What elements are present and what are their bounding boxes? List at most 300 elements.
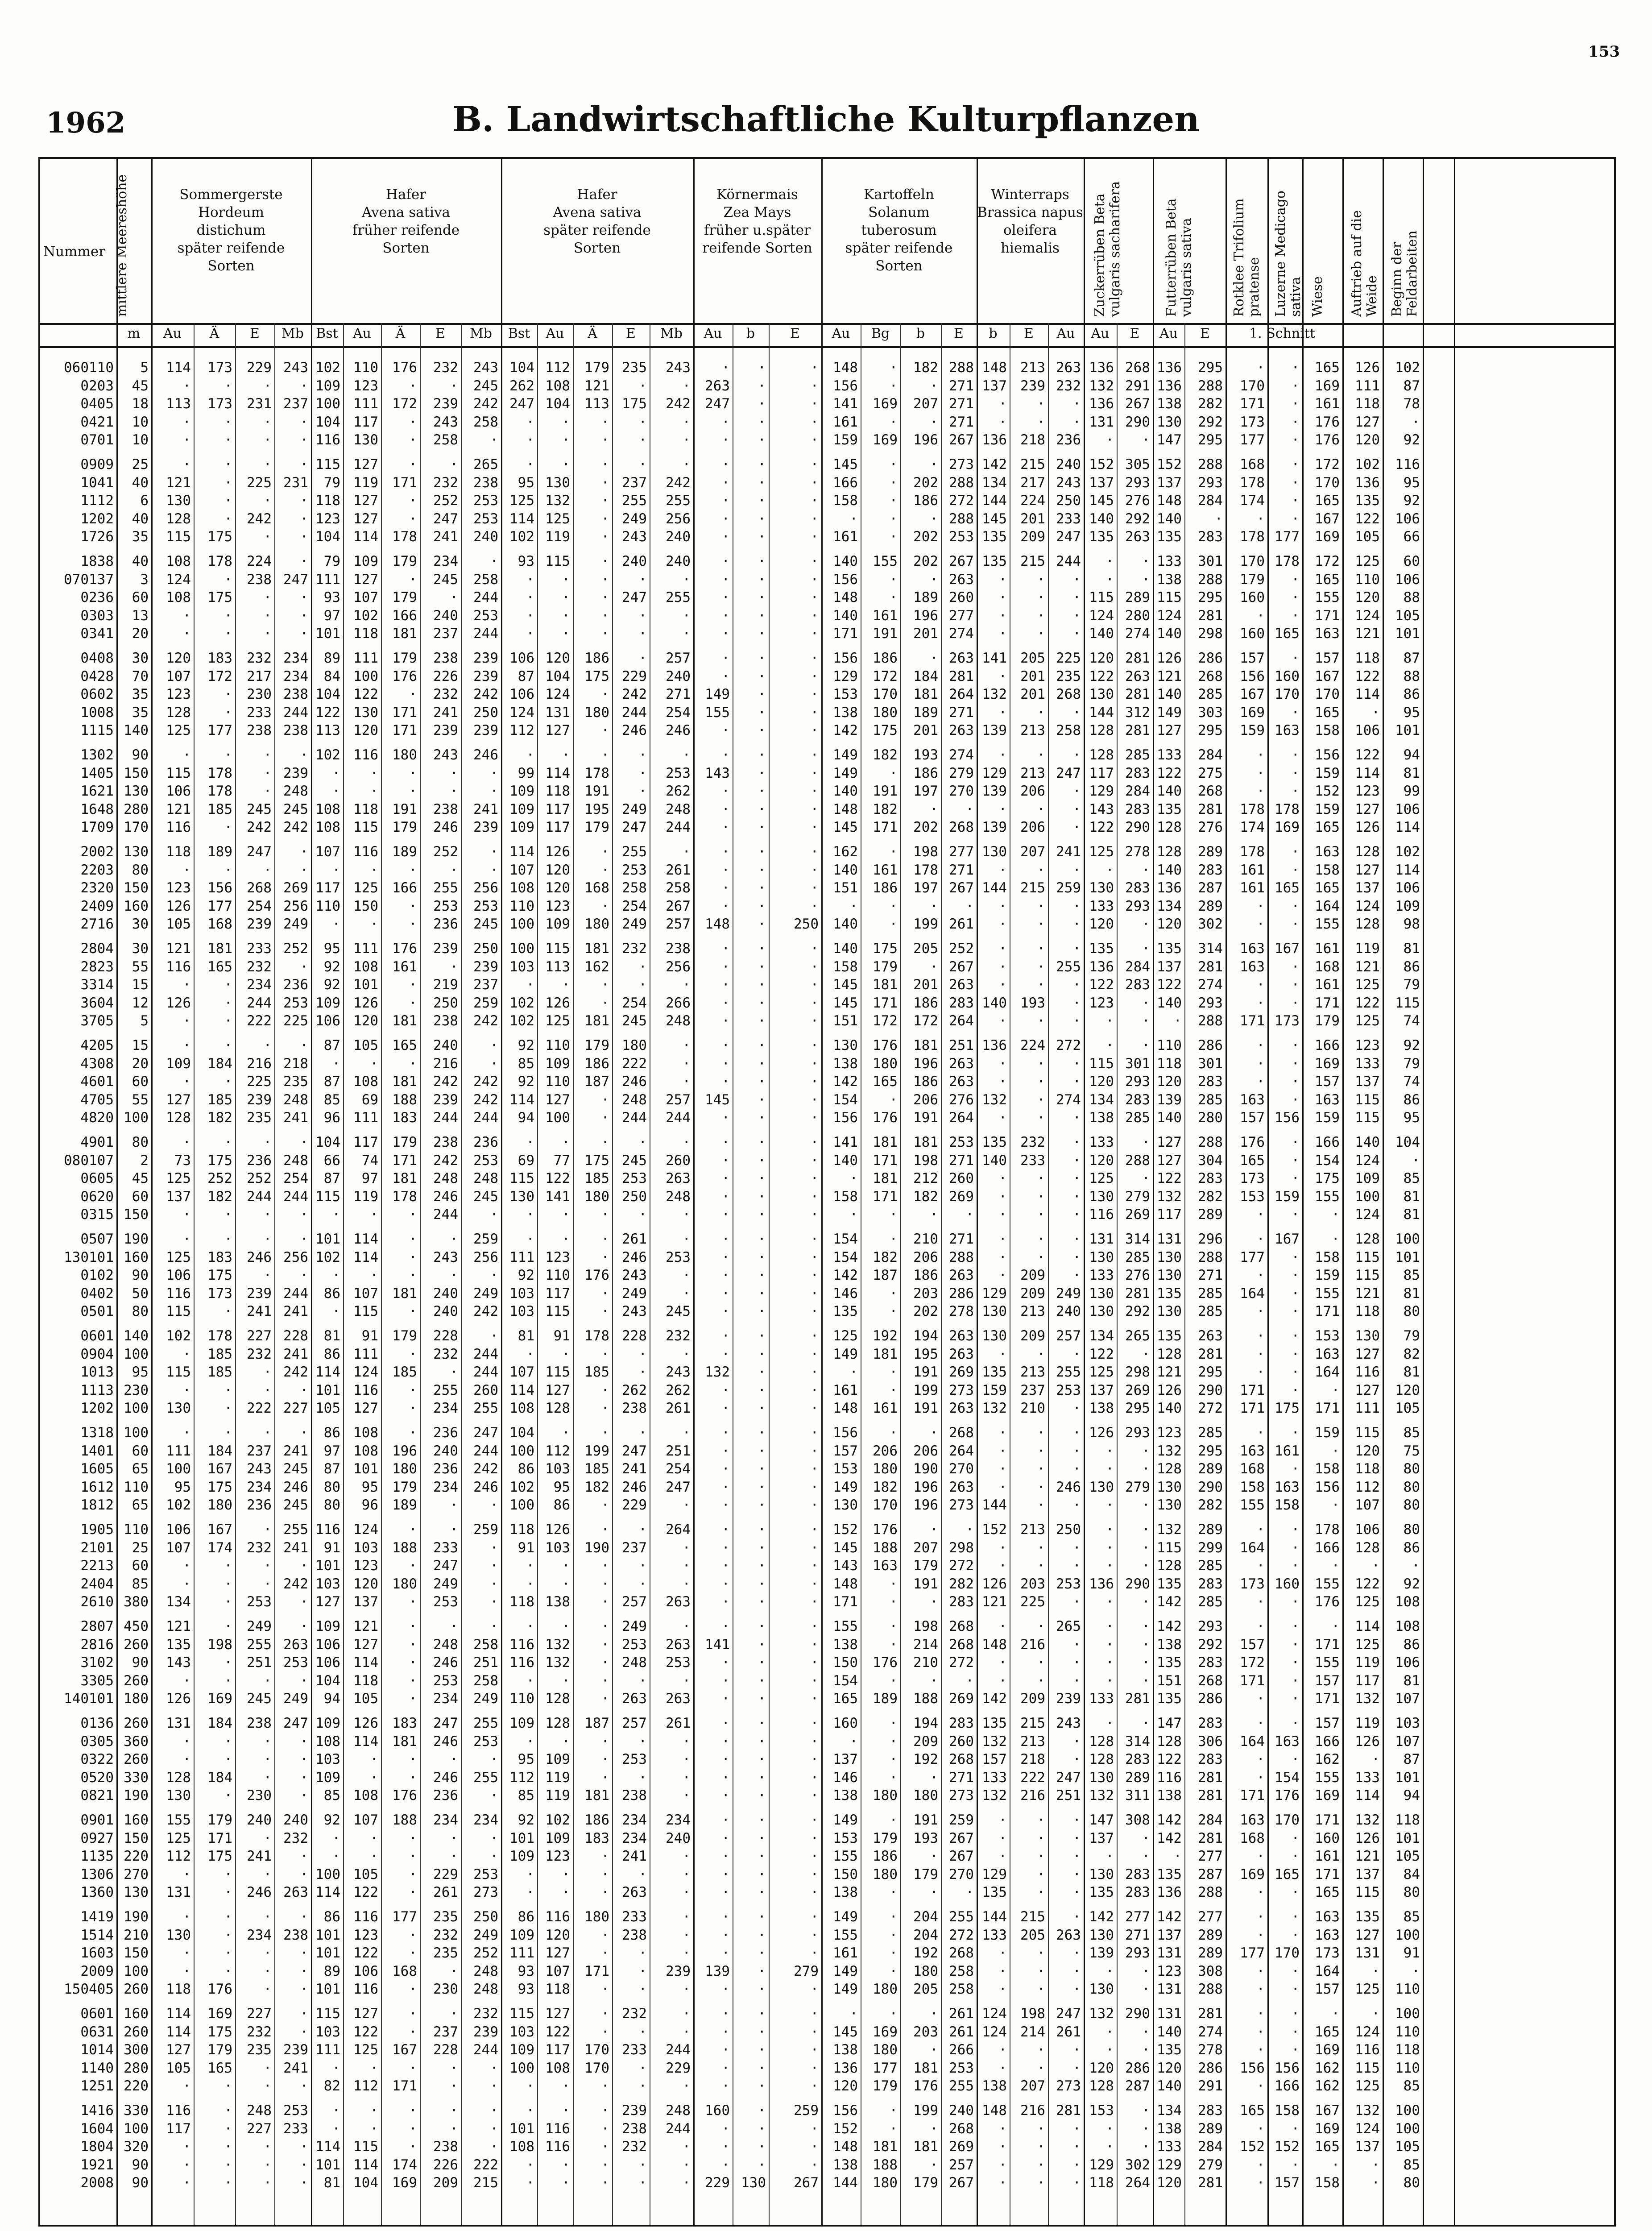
table-cell: 239: [433, 396, 458, 412]
table-cell: ·: [930, 958, 938, 975]
table-cell: 238: [622, 2120, 647, 2137]
row-number: 0315: [80, 1207, 114, 1223]
table-cell: ·: [224, 819, 232, 836]
table-cell: 161: [833, 529, 858, 545]
table-cell: 255: [433, 880, 458, 896]
table-cell: ·: [758, 2156, 766, 2173]
table-cell: 120: [1089, 2060, 1114, 2076]
table-cell: ·: [721, 880, 730, 896]
table-cell: 230: [247, 686, 272, 703]
table-cell: ·: [601, 1691, 609, 1707]
table-cell: ·: [490, 1037, 498, 1053]
table-cell: ·: [638, 571, 647, 588]
table-cell: 148: [982, 360, 1007, 376]
table-cell: ·: [409, 1400, 417, 1417]
table-cell: 131: [166, 1884, 191, 1901]
table-cell: ·: [889, 1364, 898, 1381]
table-cell: 149: [705, 686, 730, 703]
table-cell: 195: [913, 1346, 938, 1362]
table-cell: ·: [638, 626, 647, 642]
table-cell: ·: [889, 844, 898, 860]
table-cell: 121: [1355, 1848, 1380, 1865]
table-cell: ·: [721, 1576, 730, 1592]
table-cell: 122: [1355, 747, 1380, 763]
table-cell: ·: [1037, 916, 1045, 933]
column-rule: [1302, 159, 1304, 2225]
table-cell: 156: [833, 377, 858, 394]
table-cell: ·: [682, 1618, 691, 1634]
table-cell: ·: [1291, 1425, 1300, 1441]
table-cell: 148: [833, 1576, 858, 1592]
row-number: 2002: [80, 844, 114, 860]
table-cell: ·: [682, 1945, 691, 1961]
table-cell: ·: [1256, 2042, 1265, 2058]
table-cell: 226: [433, 2156, 458, 2173]
table-cell: 122: [1157, 765, 1182, 781]
table-cell: 292: [1125, 510, 1150, 527]
table-cell: 184: [207, 1055, 232, 1072]
table-cell: ·: [998, 747, 1007, 763]
table-cell: ·: [1105, 1618, 1114, 1634]
table-cell: ·: [721, 1751, 730, 1768]
table-cell: ·: [758, 1382, 766, 1398]
table-cell: 181: [913, 2060, 938, 2076]
table-cell: ·: [526, 1733, 534, 1750]
table-cell: 240: [433, 607, 458, 624]
table-cell: 260: [124, 1751, 149, 1768]
table-cell: ·: [526, 1558, 534, 1574]
table-cell: ·: [263, 1134, 272, 1150]
table-cell: 184: [207, 1769, 232, 1786]
table-cell: ·: [721, 862, 730, 878]
row-number: 1419: [80, 1909, 114, 1925]
table-cell: 100: [545, 1110, 570, 1126]
table-cell: 245: [247, 801, 272, 817]
table-cell: ·: [601, 995, 609, 1011]
table-cell: 165: [1315, 880, 1340, 896]
table-cell: ·: [1037, 1207, 1045, 1223]
table-cell: 182: [873, 1479, 898, 1495]
table-cell: 268: [247, 880, 272, 896]
table-cell: 246: [622, 1249, 647, 1265]
table-cell: ·: [182, 1346, 191, 1362]
table-cell: ·: [490, 2060, 498, 2076]
table-cell: ·: [758, 1751, 766, 1768]
table-cell: 258: [949, 1963, 974, 1979]
table-cell: ·: [965, 1522, 974, 1538]
table-cell: 239: [473, 668, 498, 684]
column-rule: [116, 159, 118, 2225]
table-cell: 283: [1125, 1751, 1150, 1768]
row-number: 4901: [80, 1134, 114, 1150]
table-cell: 124: [545, 686, 570, 703]
table-cell: 122: [353, 686, 378, 703]
table-cell: 222: [622, 1055, 647, 1072]
table-cell: ·: [810, 1636, 819, 1653]
table-cell: 179: [392, 1134, 417, 1150]
table-cell: 111: [1355, 1400, 1380, 1417]
table-cell: ·: [758, 1636, 766, 1653]
table-cell: ·: [682, 2078, 691, 2094]
table-cell: ·: [1291, 1285, 1300, 1302]
table-cell: ·: [758, 493, 766, 509]
table-cell: 145: [833, 1539, 858, 1556]
table-cell: 171: [1315, 1636, 1340, 1653]
table-cell: ·: [300, 1382, 308, 1398]
table-cell: 85: [1403, 1267, 1420, 1284]
table-cell: 116: [1089, 1207, 1114, 1223]
table-cell: ·: [409, 1884, 417, 1901]
table-cell: 104: [509, 360, 534, 376]
table-cell: 157: [1240, 1110, 1265, 1126]
table-cell: 256: [283, 898, 308, 914]
table-cell: ·: [370, 1848, 378, 1865]
table-cell: 170: [1315, 474, 1340, 491]
subheader-label: E: [626, 326, 636, 341]
table-cell: 215: [1020, 880, 1045, 896]
table-cell: ·: [263, 1981, 272, 1998]
table-cell: 179: [584, 360, 609, 376]
table-cell: 181: [392, 1170, 417, 1187]
table-cell: ·: [810, 1091, 819, 1108]
table-cell: 286: [1198, 1691, 1223, 1707]
table-cell: 255: [1056, 958, 1081, 975]
table-cell: 111: [1355, 377, 1380, 394]
table-cell: ·: [810, 1249, 819, 1265]
table-cell: 130: [166, 1927, 191, 1943]
table-cell: 237: [283, 396, 308, 412]
table-cell: ·: [601, 1618, 609, 1634]
table-cell: ·: [721, 1074, 730, 1090]
table-cell: 114: [509, 844, 534, 860]
table-cell: 314: [1125, 1231, 1150, 1247]
table-cell: 172: [1315, 553, 1340, 569]
table-cell: 273: [473, 1884, 498, 1901]
table-cell: 240: [1056, 1303, 1081, 1320]
table-cell: ·: [810, 1134, 819, 1150]
table-cell: 255: [622, 844, 647, 860]
table-cell: ·: [224, 1594, 232, 1610]
table-cell: 205: [1020, 1927, 1045, 1943]
table-cell: 267: [666, 898, 691, 914]
table-cell: 171: [833, 626, 858, 642]
table-cell: ·: [810, 765, 819, 781]
table-cell: 239: [283, 765, 308, 781]
table-cell: ·: [758, 1522, 766, 1538]
table-cell: 247: [666, 1479, 691, 1495]
table-cell: 81: [1403, 1285, 1420, 1302]
table-cell: 91: [323, 1539, 340, 1556]
table-cell: ·: [1291, 432, 1300, 448]
table-cell: 86: [518, 1461, 534, 1477]
table-cell: 234: [433, 1812, 458, 1828]
table-cell: 87: [1403, 377, 1420, 394]
table-cell: 155: [1315, 589, 1340, 606]
table-cell: 119: [353, 1188, 378, 1205]
table-cell: ·: [601, 571, 609, 588]
table-cell: ·: [998, 1207, 1007, 1223]
table-cell: 109: [166, 1055, 191, 1072]
table-cell: 179: [913, 2175, 938, 2191]
table-cell: 308: [1198, 1963, 1223, 1979]
table-cell: 250: [622, 1188, 647, 1205]
table-cell: 268: [1198, 668, 1223, 684]
table-cell: ·: [1291, 1927, 1300, 1943]
table-cell: 103: [315, 2024, 340, 2040]
table-cell: 257: [1056, 1328, 1081, 1344]
table-cell: 168: [1240, 1830, 1265, 1846]
table-cell: ·: [1072, 626, 1081, 642]
table-cell: ·: [1291, 456, 1300, 473]
table-cell: 108: [315, 819, 340, 836]
table-cell: ·: [810, 1691, 819, 1707]
subheader-label: E: [250, 326, 260, 341]
table-cell: ·: [300, 589, 308, 606]
table-cell: ·: [930, 1848, 938, 1865]
table-cell: ·: [562, 589, 570, 606]
table-cell: 267: [1125, 396, 1150, 412]
table-cell: 121: [353, 1618, 378, 1634]
table-cell: ·: [998, 1267, 1007, 1284]
table-cell: 122: [353, 2024, 378, 2040]
table-cell: 101: [1395, 722, 1420, 739]
table-cell: ·: [930, 456, 938, 473]
table-cell: 134: [1157, 898, 1182, 914]
table-cell: ·: [682, 1231, 691, 1247]
table-cell: ·: [409, 1945, 417, 1961]
table-cell: 244: [283, 1188, 308, 1205]
table-cell: 245: [473, 377, 498, 394]
table-cell: ·: [758, 1461, 766, 1477]
table-cell: 169: [1275, 819, 1300, 836]
table-cell: 257: [666, 650, 691, 666]
table-cell: ·: [1331, 1231, 1340, 1247]
table-cell: 101: [315, 1945, 340, 1961]
table-cell: 207: [913, 396, 938, 412]
table-cell: 114: [315, 1364, 340, 1381]
table-cell: ·: [1037, 2175, 1045, 2191]
table-cell: 137: [1355, 1866, 1380, 1883]
table-cell: 167: [1315, 2102, 1340, 2119]
table-cell: 109: [509, 1715, 534, 1731]
table-cell: ·: [721, 360, 730, 376]
table-cell: ·: [526, 1672, 534, 1689]
table-cell: 108: [353, 1787, 378, 1804]
table-cell: ·: [1037, 1091, 1045, 1108]
table-cell: ·: [998, 668, 1007, 684]
table-cell: 100: [509, 1497, 534, 1514]
table-cell: 285: [1198, 1285, 1223, 1302]
table-cell: ·: [300, 2175, 308, 2191]
table-cell: ·: [601, 1134, 609, 1150]
table-cell: ·: [721, 1539, 730, 1556]
table-cell: 81: [323, 1328, 340, 1344]
table-cell: 182: [873, 801, 898, 817]
table-cell: ·: [810, 360, 819, 376]
table-cell: 251: [247, 1655, 272, 1671]
table-cell: 171: [873, 1152, 898, 1169]
table-cell: ·: [1412, 1558, 1420, 1574]
row-number: 4308: [80, 1055, 114, 1072]
table-cell: 249: [473, 1285, 498, 1302]
table-cell: 114: [1355, 1618, 1380, 1634]
table-cell: 139: [982, 819, 1007, 836]
table-cell: 136: [982, 1037, 1007, 1053]
table-cell: 270: [949, 1866, 974, 1883]
table-cell: ·: [224, 1787, 232, 1804]
table-cell: ·: [721, 1425, 730, 1441]
table-cell: 124: [1355, 2024, 1380, 2040]
table-cell: 80: [132, 1303, 149, 1320]
table-cell: 91: [1403, 1945, 1420, 1961]
table-cell: 85: [1403, 2078, 1420, 2094]
table-cell: 179: [584, 819, 609, 836]
table-cell: ·: [332, 862, 340, 878]
table-cell: 115: [1089, 1055, 1114, 1072]
table-cell: ·: [409, 432, 417, 448]
table-cell: 253: [433, 1672, 458, 1689]
table-cell: ·: [758, 1733, 766, 1750]
table-cell: ·: [998, 1231, 1007, 1247]
table-cell: ·: [998, 1188, 1007, 1205]
table-cell: 263: [1056, 360, 1081, 376]
table-cell: 259: [794, 2102, 819, 2119]
table-cell: 215: [1020, 456, 1045, 473]
table-cell: 111: [353, 650, 378, 666]
table-cell: 244: [1056, 553, 1081, 569]
table-cell: 242: [247, 819, 272, 836]
row-number: 0631: [80, 2024, 114, 2040]
table-cell: 149: [833, 765, 858, 781]
table-cell: ·: [300, 2156, 308, 2173]
table-cell: 101: [315, 626, 340, 642]
table-cell: ·: [409, 1522, 417, 1538]
row-number: 1135: [80, 1848, 114, 1865]
table-cell: 173: [207, 1285, 232, 1302]
row-number: 1838: [80, 553, 114, 569]
table-cell: 247: [1056, 765, 1081, 781]
table-cell: 163: [1275, 722, 1300, 739]
table-cell: 154: [833, 1672, 858, 1689]
table-cell: 133: [1157, 2139, 1182, 2155]
table-cell: ·: [1105, 432, 1114, 448]
table-cell: 180: [873, 2175, 898, 2191]
table-cell: 156: [1315, 747, 1340, 763]
table-cell: 225: [1056, 650, 1081, 666]
table-cell: 118: [1395, 1812, 1420, 1828]
table-cell: 66: [1403, 529, 1420, 545]
table-cell: ·: [721, 1981, 730, 1998]
table-cell: 102: [315, 360, 340, 376]
table-cell: 248: [622, 1655, 647, 1671]
table-cell: 166: [833, 474, 858, 491]
table-cell: ·: [263, 1945, 272, 1961]
subheader-label: Au: [1056, 326, 1075, 341]
table-cell: 160: [1275, 1576, 1300, 1592]
table-cell: ·: [889, 2120, 898, 2137]
table-cell: 115: [315, 1188, 340, 1205]
table-cell: 184: [913, 668, 938, 684]
table-cell: ·: [721, 1346, 730, 1362]
table-cell: 90: [132, 747, 149, 763]
table-cell: 235: [1056, 668, 1081, 684]
table-cell: 118: [1395, 2042, 1420, 2058]
table-cell: 155: [833, 1848, 858, 1865]
table-cell: ·: [810, 1346, 819, 1362]
row-number: 2213: [80, 1558, 114, 1574]
table-cell: ·: [263, 1522, 272, 1538]
table-cell: 136: [1157, 880, 1182, 896]
table-cell: 116: [353, 844, 378, 860]
table-cell: 209: [1020, 1267, 1045, 1284]
table-cell: ·: [889, 510, 898, 527]
table-cell: ·: [409, 1303, 417, 1320]
table-cell: ·: [758, 396, 766, 412]
table-cell: ·: [998, 1539, 1007, 1556]
table-cell: ·: [224, 1751, 232, 1768]
table-cell: ·: [490, 553, 498, 569]
table-cell: 263: [666, 1691, 691, 1707]
table-cell: 283: [1125, 1866, 1150, 1883]
header-rotated: Rotklee Trifolium pratense: [1231, 198, 1262, 317]
table-cell: 253: [473, 493, 498, 509]
table-cell: 191: [913, 1110, 938, 1126]
table-cell: ·: [1256, 1522, 1265, 1538]
table-cell: 120: [1355, 589, 1380, 606]
table-cell: ·: [1072, 396, 1081, 412]
table-cell: ·: [930, 2120, 938, 2137]
table-cell: 175: [1275, 1400, 1300, 1417]
table-cell: 120: [833, 2078, 858, 2094]
table-cell: ·: [810, 1400, 819, 1417]
table-cell: 124: [1089, 607, 1114, 624]
table-cell: ·: [1412, 1963, 1420, 1979]
table-cell: ·: [682, 607, 691, 624]
table-cell: 149: [833, 1346, 858, 1362]
table-cell: ·: [721, 607, 730, 624]
table-cell: ·: [1256, 1751, 1265, 1768]
table-cell: 128: [1355, 1231, 1380, 1247]
table-cell: 263: [1125, 529, 1150, 545]
table-cell: 156: [833, 1110, 858, 1126]
table-cell: ·: [849, 2006, 858, 2022]
table-cell: ·: [1291, 1267, 1300, 1284]
table-cell: ·: [263, 1231, 272, 1247]
table-cell: 179: [392, 589, 417, 606]
table-cell: ·: [810, 1733, 819, 1750]
table-cell: ·: [810, 2078, 819, 2094]
table-cell: 135: [1157, 1576, 1182, 1592]
table-cell: 127: [1355, 801, 1380, 817]
table-cell: 130: [166, 1787, 191, 1804]
table-cell: 123: [545, 1848, 570, 1865]
table-cell: 116: [315, 1522, 340, 1538]
table-cell: 137: [353, 1594, 378, 1610]
table-cell: ·: [409, 510, 417, 527]
table-cell: 95: [518, 1751, 534, 1768]
table-cell: 121: [1157, 668, 1182, 684]
table-cell: 240: [433, 1443, 458, 1459]
table-cell: 262: [666, 1382, 691, 1398]
table-cell: 123: [1157, 1425, 1182, 1441]
table-cell: 130: [1089, 1981, 1114, 1998]
table-cell: ·: [224, 1074, 232, 1090]
table-cell: 165: [1315, 2024, 1340, 2040]
table-cell: ·: [601, 1382, 609, 1398]
table-cell: ·: [300, 1733, 308, 1750]
table-cell: 248: [666, 2102, 691, 2119]
table-cell: 227: [283, 1400, 308, 1417]
